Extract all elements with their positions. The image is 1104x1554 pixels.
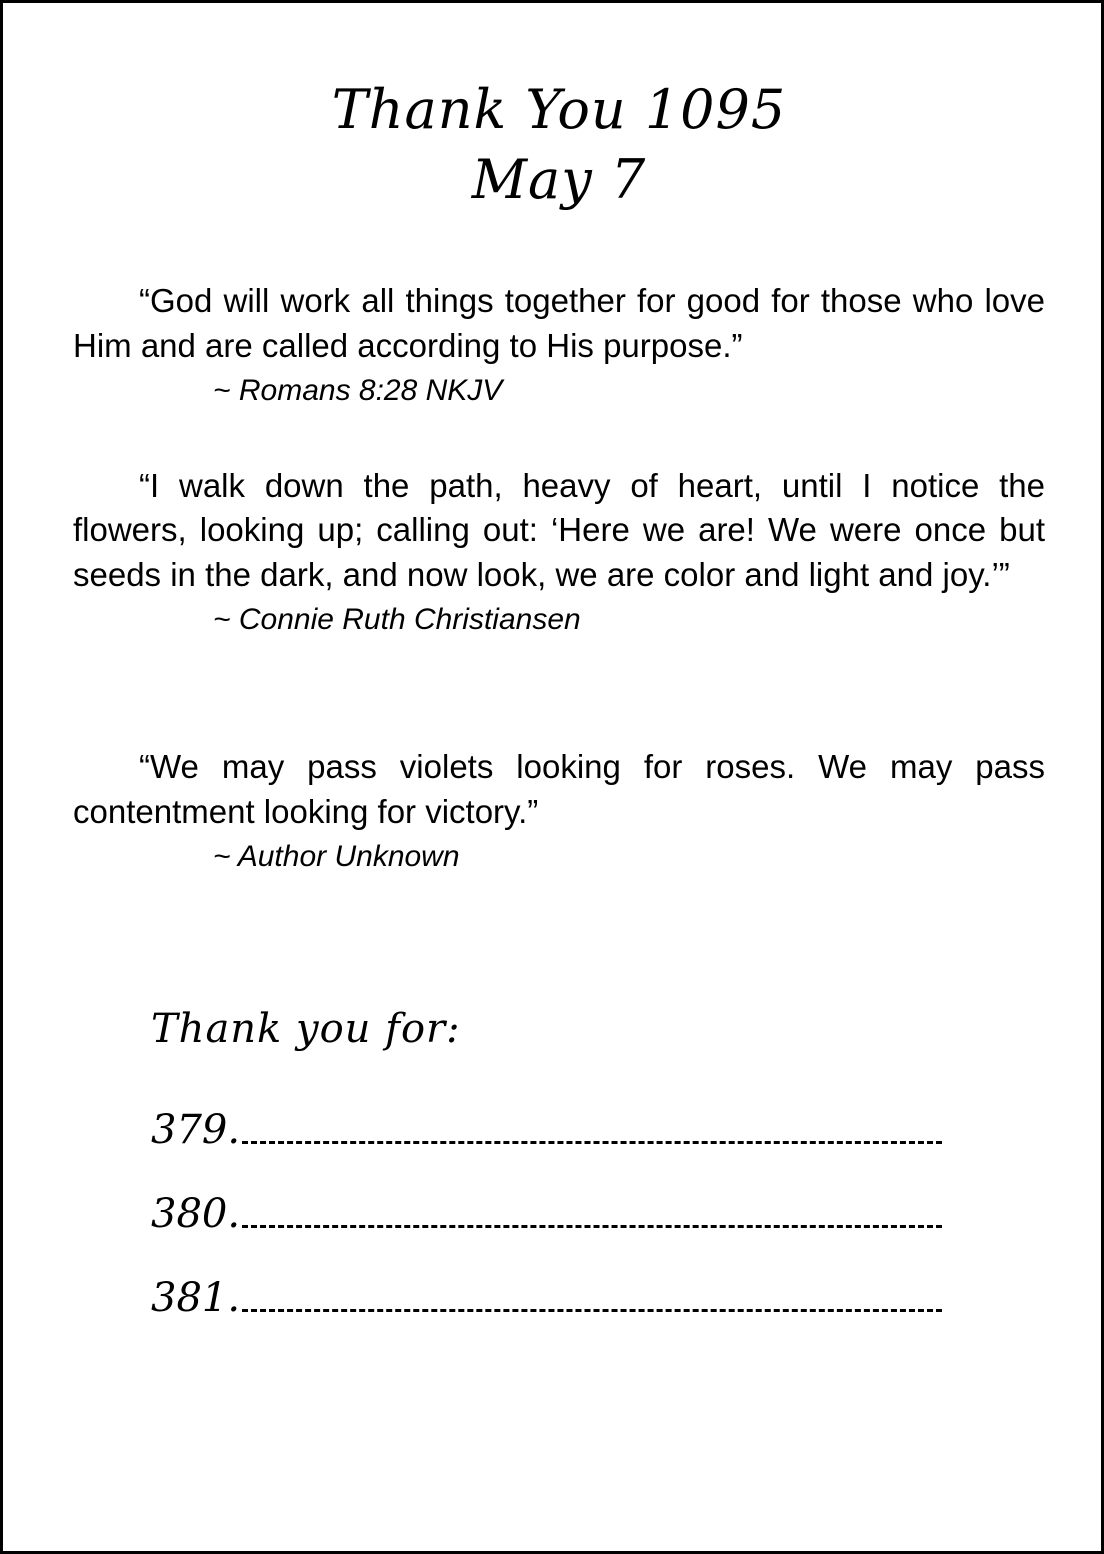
entry-number: 379. (151, 1106, 241, 1153)
thank-you-heading: Thank you for: (151, 1005, 461, 1052)
entry-write-line[interactable] (242, 1308, 942, 1312)
title-line-date: May 7 (471, 147, 647, 211)
thank-you-entry[interactable] (151, 1256, 1045, 1321)
quote-attribution: ~ Author Unknown (213, 839, 460, 873)
entry-number: 380. (151, 1190, 241, 1237)
spacer (73, 649, 1045, 745)
thank-you-entry[interactable] (151, 1172, 1045, 1237)
quote-block-1 (73, 279, 1045, 410)
thank-you-section (73, 1005, 1045, 1321)
quotes-section (73, 279, 1045, 876)
quote-attribution: ~ Connie Ruth Christiansen (213, 603, 581, 637)
entry-number: 381. (151, 1274, 241, 1321)
entry-write-line[interactable] (242, 1140, 942, 1144)
page-content (3, 3, 1101, 1380)
quote-block-2 (73, 464, 1045, 640)
entry-write-line[interactable] (242, 1224, 942, 1228)
quote-text: “I walk down the path, heavy of heart, until I notice the flowers, looking up; calling out: ‘Here we are! We were once but seeds in the dark, and now look, we are color and light and joy.’” (73, 466, 1045, 594)
page-title (73, 77, 1045, 213)
quote-text: “God will work all things together for good for those who love Him and are called according to His purpose.” (73, 281, 1045, 364)
title-line-primary: Thank You 1095 (331, 78, 787, 141)
quote-attribution: ~ Romans 8:28 NKJV (213, 373, 503, 407)
thank-you-entry[interactable] (151, 1088, 1045, 1153)
quote-text: “We may pass violets looking for roses. We may pass contentment looking for victory.” (73, 748, 1045, 830)
spacer (73, 420, 1045, 464)
quote-block-3 (73, 745, 1045, 876)
